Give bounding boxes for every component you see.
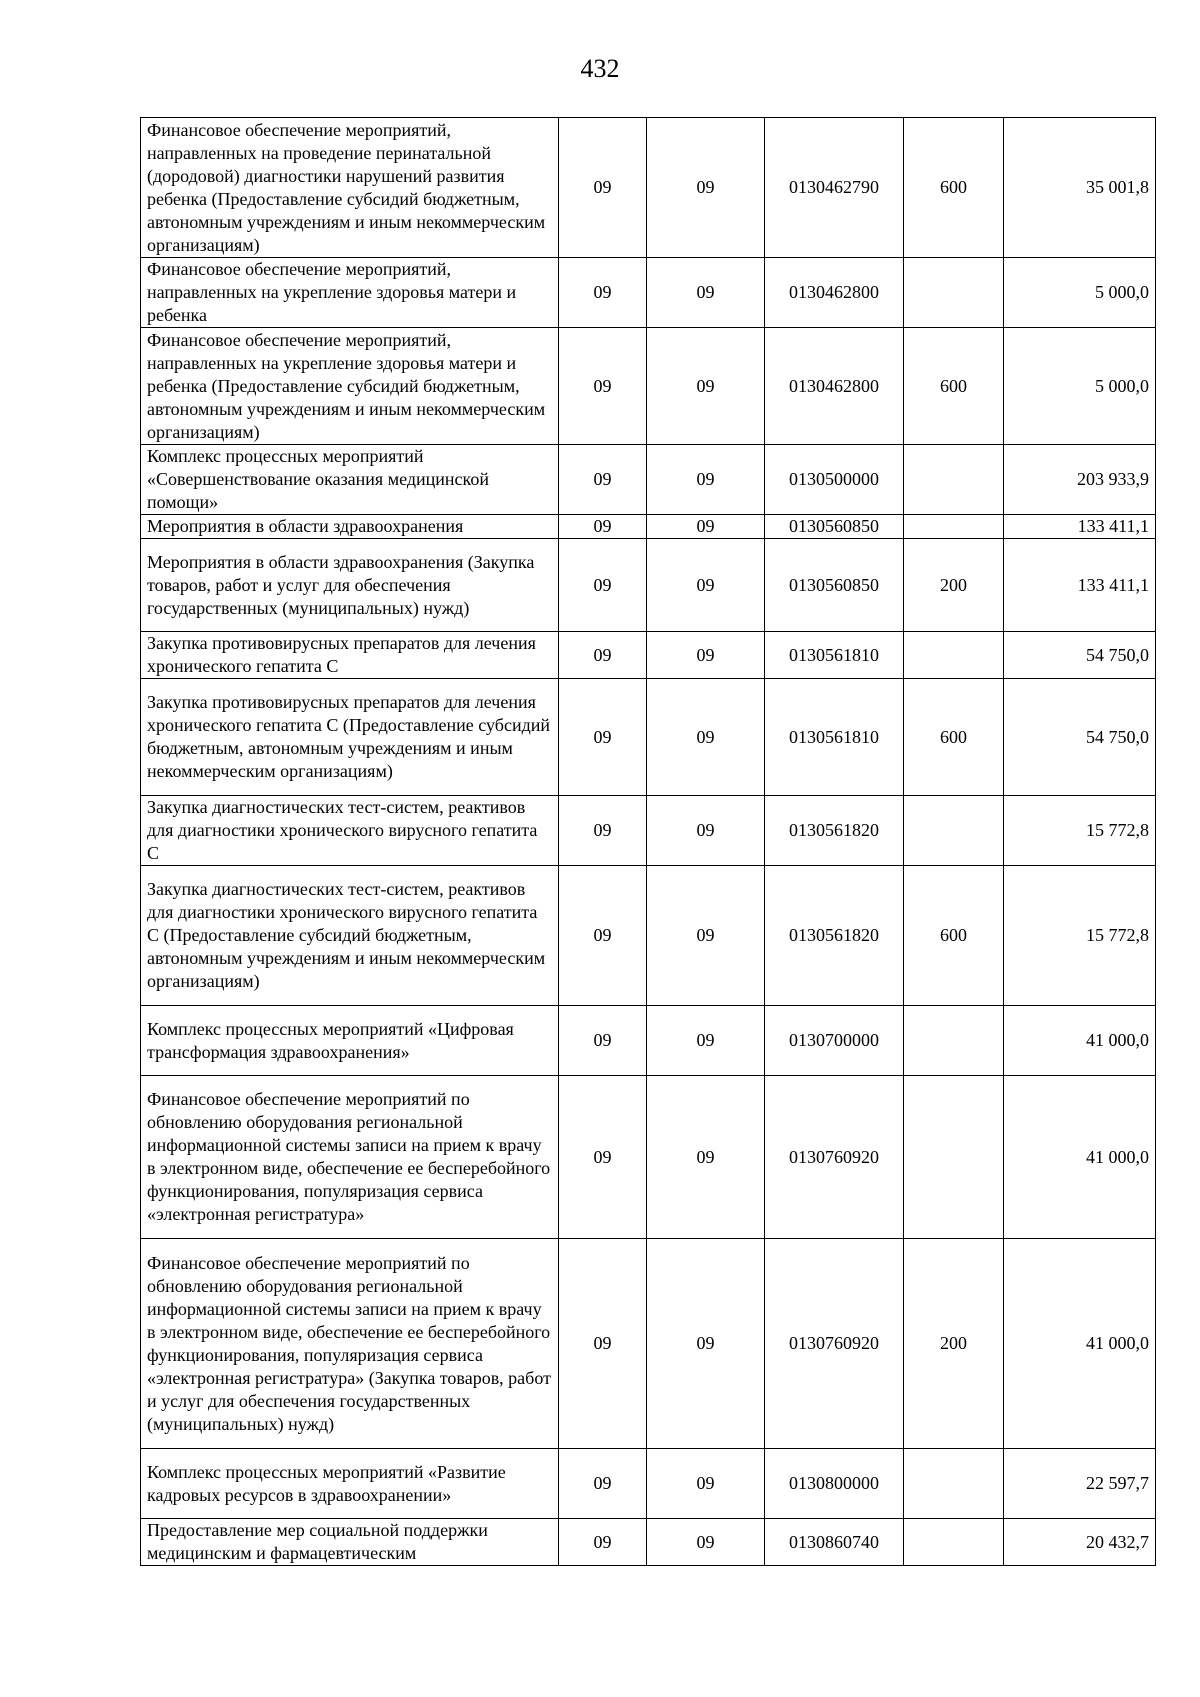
table-row xyxy=(141,328,1156,445)
cell-name: Финансовое обеспечение мероприятий, направленных на укрепление здоровья матери и ребенка (Предоставление субсидий бюджетным, автономным учреждениям и иным некоммерческим организациям) xyxy=(141,328,559,445)
cell-target-article: 0130500000 xyxy=(765,445,904,515)
budget-table xyxy=(140,117,1156,1566)
cell-expense-type: 600 xyxy=(904,679,1004,796)
cell-amount: 54 750,0 xyxy=(1004,632,1156,679)
cell-subsection: 09 xyxy=(647,1449,765,1519)
cell-section: 09 xyxy=(559,445,647,515)
cell-subsection: 09 xyxy=(647,796,765,866)
cell-amount: 5 000,0 xyxy=(1004,258,1156,328)
cell-amount: 133 411,1 xyxy=(1004,515,1156,539)
cell-target-article: 0130560850 xyxy=(765,515,904,539)
cell-section: 09 xyxy=(559,632,647,679)
cell-name: Закупка диагностических тест-систем, реактивов для диагностики хронического вирусного гепатита С xyxy=(141,796,559,866)
cell-section: 09 xyxy=(559,1006,647,1076)
cell-section: 09 xyxy=(559,118,647,258)
cell-name: Финансовое обеспечение мероприятий, направленных на укрепление здоровья матери и ребенка xyxy=(141,258,559,328)
cell-expense-type xyxy=(904,1006,1004,1076)
cell-section: 09 xyxy=(559,1519,647,1566)
cell-expense-type xyxy=(904,632,1004,679)
table-row xyxy=(141,866,1156,1006)
table-row xyxy=(141,1519,1156,1566)
cell-section: 09 xyxy=(559,1239,647,1449)
cell-expense-type xyxy=(904,1449,1004,1519)
table-row xyxy=(141,515,1156,539)
cell-subsection: 09 xyxy=(647,632,765,679)
table-row xyxy=(141,1076,1156,1239)
cell-target-article: 0130561820 xyxy=(765,796,904,866)
cell-expense-type xyxy=(904,1519,1004,1566)
cell-target-article: 0130560850 xyxy=(765,539,904,632)
cell-name: Закупка противовирусных препаратов для лечения хронического гепатита С xyxy=(141,632,559,679)
cell-target-article: 0130561810 xyxy=(765,632,904,679)
cell-expense-type: 600 xyxy=(904,328,1004,445)
cell-section: 09 xyxy=(559,539,647,632)
table-row xyxy=(141,1449,1156,1519)
cell-section: 09 xyxy=(559,679,647,796)
cell-target-article: 0130700000 xyxy=(765,1006,904,1076)
cell-amount: 203 933,9 xyxy=(1004,445,1156,515)
page-number: 432 xyxy=(580,54,620,83)
cell-expense-type xyxy=(904,1076,1004,1239)
cell-target-article: 0130462800 xyxy=(765,258,904,328)
cell-target-article: 0130561810 xyxy=(765,679,904,796)
cell-target-article: 0130860740 xyxy=(765,1519,904,1566)
cell-amount: 35 001,8 xyxy=(1004,118,1156,258)
cell-name: Финансовое обеспечение мероприятий, направленных на проведение перинатальной (дородовой) диагностики нарушений развития ребенка (Предоставление субсидий бюджетным, автономным учреждениям и иным некоммерческим организациям) xyxy=(141,118,559,258)
cell-name: Комплекс процессных мероприятий «Совершенствование оказания медицинской помощи» xyxy=(141,445,559,515)
cell-name: Финансовое обеспечение мероприятий по обновлению оборудования региональной информационной системы записи на прием к врачу в электронном виде, обеспечение ее бесперебойного функционирования, популяризация сервиса «электронная регистратура» (Закупка товаров, работ и услуг для обеспечения государственных (муниципальных) нужд) xyxy=(141,1239,559,1449)
table-row xyxy=(141,258,1156,328)
cell-target-article: 0130561820 xyxy=(765,866,904,1006)
cell-expense-type: 600 xyxy=(904,118,1004,258)
cell-subsection: 09 xyxy=(647,445,765,515)
cell-subsection: 09 xyxy=(647,328,765,445)
cell-section: 09 xyxy=(559,796,647,866)
cell-subsection: 09 xyxy=(647,515,765,539)
cell-subsection: 09 xyxy=(647,1076,765,1239)
cell-name: Закупка диагностических тест-систем, реактивов для диагностики хронического вирусного гепатита С (Предоставление субсидий бюджетным, автономным учреждениям и иным некоммерческим организациям) xyxy=(141,866,559,1006)
cell-subsection: 09 xyxy=(647,1239,765,1449)
cell-section: 09 xyxy=(559,1076,647,1239)
cell-name: Предоставление мер социальной поддержки медицинским и фармацевтическим xyxy=(141,1519,559,1566)
cell-amount: 22 597,7 xyxy=(1004,1449,1156,1519)
table-row xyxy=(141,539,1156,632)
cell-section: 09 xyxy=(559,1449,647,1519)
table-row xyxy=(141,1239,1156,1449)
cell-amount: 5 000,0 xyxy=(1004,328,1156,445)
cell-name: Комплекс процессных мероприятий «Развитие кадровых ресурсов в здравоохранении» xyxy=(141,1449,559,1519)
cell-section: 09 xyxy=(559,515,647,539)
cell-amount: 15 772,8 xyxy=(1004,796,1156,866)
cell-subsection: 09 xyxy=(647,118,765,258)
cell-subsection: 09 xyxy=(647,1519,765,1566)
cell-amount: 41 000,0 xyxy=(1004,1006,1156,1076)
cell-subsection: 09 xyxy=(647,258,765,328)
cell-target-article: 0130462800 xyxy=(765,328,904,445)
cell-expense-type xyxy=(904,796,1004,866)
cell-name: Финансовое обеспечение мероприятий по обновлению оборудования региональной информационной системы записи на прием к врачу в электронном виде, обеспечение ее бесперебойного функционирования, популяризация сервиса «электронная регистратура» xyxy=(141,1076,559,1239)
cell-subsection: 09 xyxy=(647,679,765,796)
cell-expense-type: 200 xyxy=(904,539,1004,632)
cell-amount: 54 750,0 xyxy=(1004,679,1156,796)
table-row xyxy=(141,632,1156,679)
table-row xyxy=(141,679,1156,796)
cell-subsection: 09 xyxy=(647,866,765,1006)
cell-section: 09 xyxy=(559,866,647,1006)
table-row xyxy=(141,1006,1156,1076)
cell-expense-type xyxy=(904,515,1004,539)
cell-amount: 41 000,0 xyxy=(1004,1239,1156,1449)
cell-target-article: 0130800000 xyxy=(765,1449,904,1519)
cell-expense-type xyxy=(904,445,1004,515)
cell-name: Мероприятия в области здравоохранения (Закупка товаров, работ и услуг для обеспечения государственных (муниципальных) нужд) xyxy=(141,539,559,632)
cell-expense-type xyxy=(904,258,1004,328)
cell-section: 09 xyxy=(559,328,647,445)
cell-amount: 15 772,8 xyxy=(1004,866,1156,1006)
cell-expense-type: 600 xyxy=(904,866,1004,1006)
cell-name: Мероприятия в области здравоохранения xyxy=(141,515,559,539)
cell-target-article: 0130760920 xyxy=(765,1239,904,1449)
cell-section: 09 xyxy=(559,258,647,328)
cell-subsection: 09 xyxy=(647,1006,765,1076)
table-row xyxy=(141,796,1156,866)
cell-target-article: 0130462790 xyxy=(765,118,904,258)
cell-amount: 20 432,7 xyxy=(1004,1519,1156,1566)
cell-amount: 41 000,0 xyxy=(1004,1076,1156,1239)
cell-name: Комплекс процессных мероприятий «Цифровая трансформация здравоохранения» xyxy=(141,1006,559,1076)
cell-name: Закупка противовирусных препаратов для лечения хронического гепатита С (Предоставление субсидий бюджетным, автономным учреждениям и иным некоммерческим организациям) xyxy=(141,679,559,796)
cell-target-article: 0130760920 xyxy=(765,1076,904,1239)
table-row xyxy=(141,445,1156,515)
cell-subsection: 09 xyxy=(647,539,765,632)
table-row xyxy=(141,118,1156,258)
cell-amount: 133 411,1 xyxy=(1004,539,1156,632)
cell-expense-type: 200 xyxy=(904,1239,1004,1449)
